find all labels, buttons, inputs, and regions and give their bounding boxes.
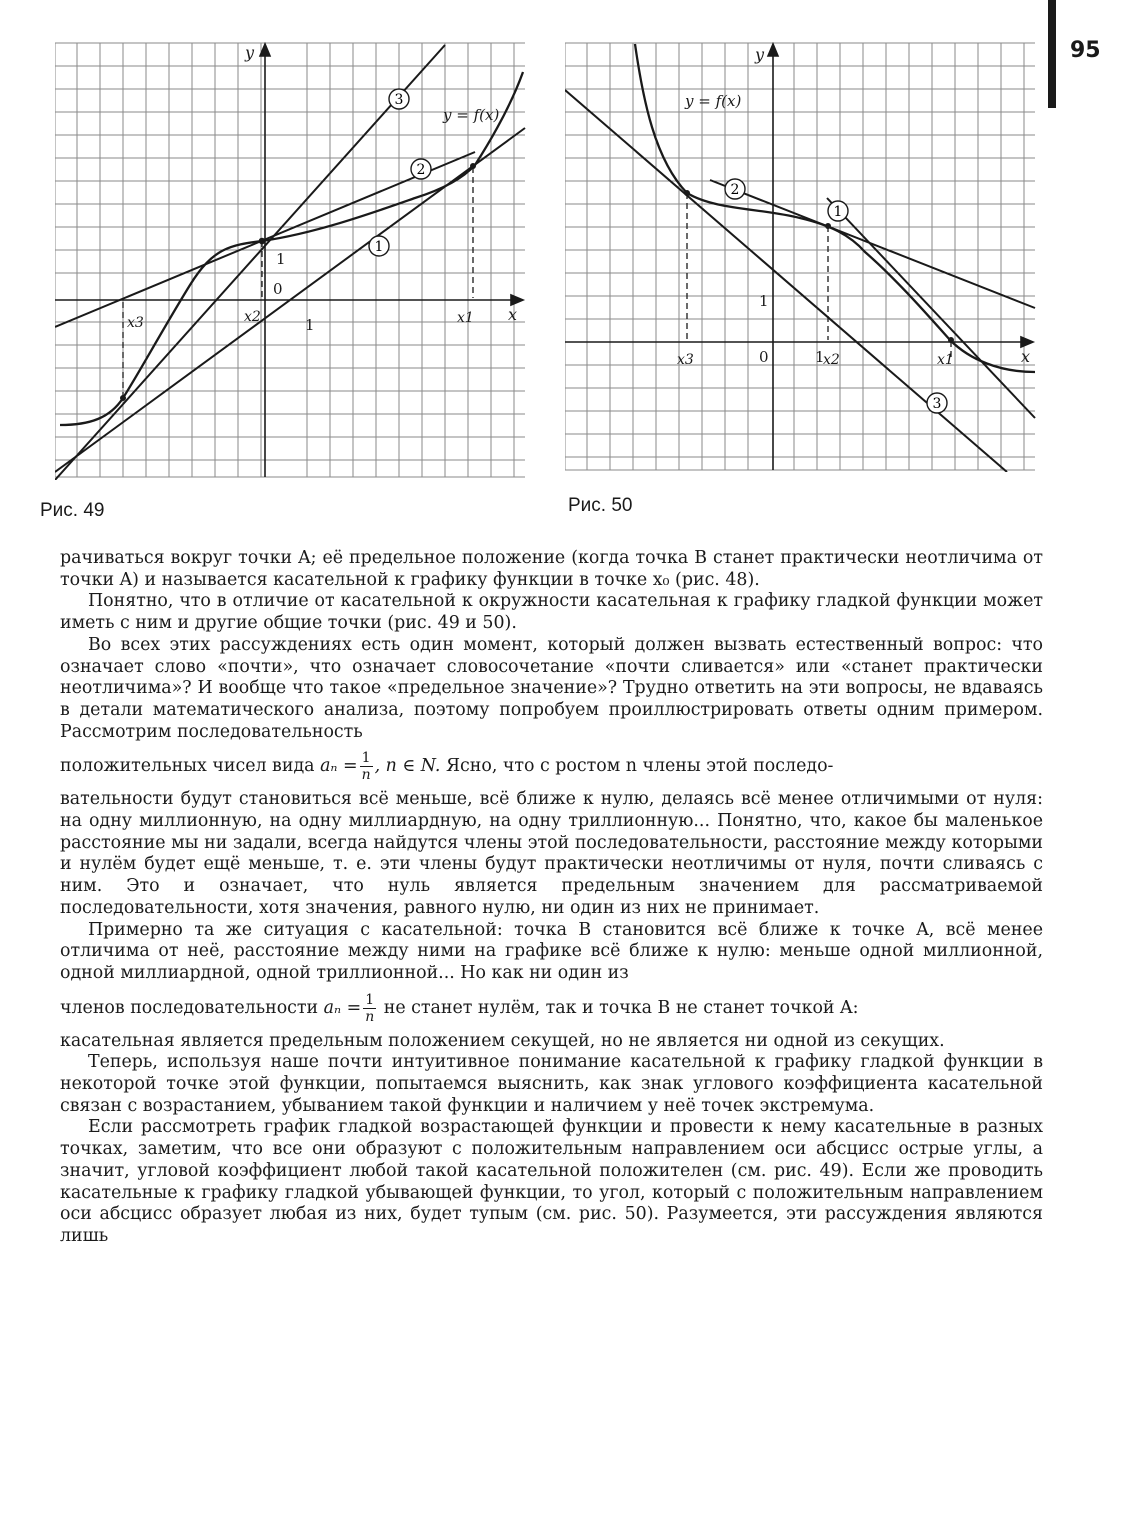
fig50-tangent-lines [565, 90, 1035, 472]
fig50-dashed-guides [687, 193, 951, 358]
body-text [60, 548, 1043, 1248]
fig50-axes [565, 44, 1033, 470]
fig50-marker-1: 1 [833, 204, 843, 220]
p4b-frac-den: n [365, 1008, 375, 1025]
p3b-fraction [360, 750, 373, 783]
fig50-tangent-1 [827, 198, 1035, 418]
paragraph-3a: Во всех этих рассуждениях есть один момент, который должен вызвать естественный вопрос: что означает слово «почти», что означает словосочетание «почти сливается» или «станет практически неотличима»? И вообще что такое «предельное значение»? Трудно ответить на эти вопросы, не вдаваясь в детали математического анализа, поэтому попробуем проиллюстрировать ответы одним примером. Рассмотрим последовательность [60, 634, 1043, 742]
paragraph-3b [60, 743, 1043, 789]
page-edge-bar [1048, 0, 1056, 108]
figure-49 [55, 40, 535, 480]
fig49-dashed-guides [123, 167, 473, 398]
fig49-function-curve [60, 72, 523, 425]
p3b-after: Ясно, что с ростом n члены этой последо- [445, 756, 834, 777]
fig50-tangent-2 [710, 180, 1035, 308]
paragraph-4b [60, 985, 1043, 1031]
p4b-after: не станет нулём, так и точка B не станет точкой A: [383, 997, 859, 1018]
fig49-axis-x-label: x [508, 305, 518, 324]
fig49-caption: Рис. 49 [40, 500, 105, 521]
p3b-frac-den: n [361, 767, 371, 784]
p4b-before: членов последовательности [60, 997, 319, 1018]
p4b-frac-num: 1 [363, 992, 376, 1009]
fig49-function-label: y = f(x) [443, 106, 500, 124]
fig49-unit-x-label: 1 [305, 316, 315, 334]
fig49-x2-label: x2 [244, 309, 261, 325]
paragraph-6: Если рассмотреть график гладкой возрастающей функции и провести к нему касательные в разных точках, заметим, что все они образуют с положительным направлением оси абсцисс острые углы, а значит, угловой коэффициент любой такой касательной положителен (см. рис. 49). Если же проводить касательные к графику гладкой убывающей функции, то угол, который с положительным направлением оси абсцисс образует любая из них, будет тупым (см. рис. 50). Разумеется, эти рассуждения являются лишь [60, 1117, 1043, 1246]
p4b-formula-lhs: aₙ = [323, 997, 362, 1018]
fig49-x1-label: x1 [457, 310, 474, 326]
paragraph-1: рачиваться вокруг точки A; её предельное положение (когда точка B станет практически неотличима от точки A) и называется касательной к графику функции в точке x₀ (рис. 48). [60, 548, 1043, 590]
p4b-fraction [363, 992, 376, 1025]
fig49-tangent-3 [55, 45, 445, 480]
fig49-marker-2: 2 [416, 162, 426, 178]
fig49-x3-label: x3 [127, 315, 144, 331]
fig50-axis-y-label: y [755, 45, 765, 64]
fig49-origin-label: 0 [273, 280, 283, 298]
fig50-function-label: y = f(x) [685, 92, 742, 110]
fig50-caption: Рис. 50 [568, 495, 633, 516]
fig49-axis-y-label: y [245, 43, 255, 62]
figure-50 [565, 40, 1038, 472]
p3b-formula-lhs: aₙ = [320, 756, 358, 777]
fig50-unit-y-label: 1 [759, 292, 769, 310]
p3b-frac-num: 1 [360, 750, 373, 767]
paragraph-2: Понятно, что в отличие от касательной к окружности касательная к графику гладкой функции может иметь с ним и другие общие точки (рис. 49 и 50). [60, 591, 1043, 634]
paragraph-5: Теперь, используя наше почти интуитивное понимание касательной к графику гладкой функции в некоторой точке этой функции, попытаемся выяснить, как знак углового коэффициента касательной связан с возрастанием, убыванием такой функции и наличием у неё точек экстремума. [60, 1052, 1043, 1116]
fig50-x2-label: x2 [823, 352, 840, 368]
fig49-marker-1: 1 [374, 239, 384, 255]
fig50-x1-label: x1 [937, 352, 954, 368]
fig49-points [120, 163, 476, 401]
fig50-origin-label: 0 [759, 348, 769, 366]
fig50-marker-2: 2 [730, 182, 740, 198]
fig49-marker-3: 3 [394, 92, 404, 108]
fig50-unit-x-label: 1 [815, 348, 825, 366]
fig50-axis-x-label: x [1021, 347, 1031, 366]
page-number: 95 [1070, 38, 1101, 63]
p3b-before: положительных чисел вида [60, 756, 315, 777]
paragraph-4c: касательная является предельным положением секущей, но не является ни одной из секущих. [60, 1030, 945, 1051]
fig50-grid [565, 43, 1035, 470]
p3b-cond: , n ∈ N. [374, 756, 441, 777]
fig50-marker-3: 3 [932, 396, 942, 412]
paragraph-3c: вательности будут становиться всё меньше, всё ближе к нулю, делаясь всё менее отличимыми от нуля: на одну миллионную, на одну миллиардную, на одну триллионную... Понятно, что, какое бы маленькое расстояние мы ни задали, всегда найдутся члены этой последовательности, расстояние между которыми и нулём будет ещё меньше, т. е. эти члены будут практически неотличимы от нуля, почти сливаясь с ним. Это и означает, что нуль является предельным значением для рассматриваемой последовательности, хотя значения, равного нулю, ни один из них не принимает. [60, 789, 1043, 918]
fig49-unit-y-label: 1 [276, 250, 286, 268]
fig50-x3-label: x3 [677, 352, 694, 368]
paragraph-4a: Примерно та же ситуация с касательной: точка B становится всё ближе к точке A, всё менее отличима от неё, расстояние между ними на графике всё ближе к нулю: меньше одной миллионной, одной миллиардной, одной триллионной... Но как ни один из [60, 919, 1043, 983]
fig50-tangent-3 [565, 90, 1007, 472]
